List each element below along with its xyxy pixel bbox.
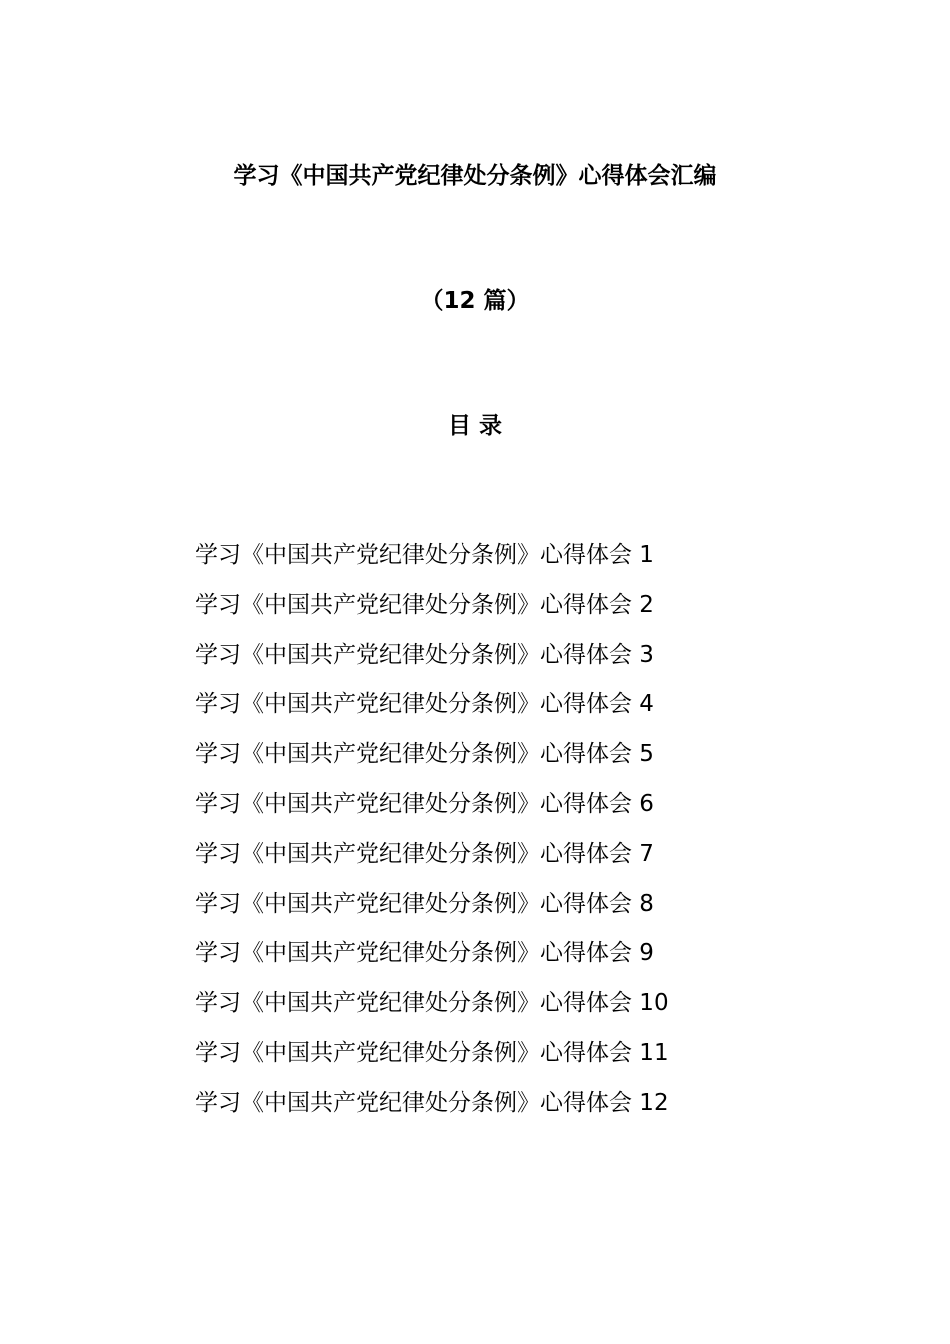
toc-heading: 目 录 [447, 413, 502, 439]
toc-item-8: 学习《中国共产党纪律处分条例》心得体会 8 [195, 890, 654, 917]
toc-item-2: 学习《中国共产党纪律处分条例》心得体会 2 [195, 591, 654, 618]
toc-item-7: 学习《中国共产党纪律处分条例》心得体会 7 [195, 840, 654, 867]
toc-item-4: 学习《中国共产党纪律处分条例》心得体会 4 [195, 691, 654, 718]
document-title: 学习《中国共产党纪律处分条例》心得体会汇编 [233, 163, 717, 189]
toc-item-11: 学习《中国共产党纪律处分条例》心得体会 11 [195, 1039, 669, 1066]
document-subtitle: （12 篇） [420, 288, 530, 314]
toc-item-6: 学习《中国共产党纪律处分条例》心得体会 6 [195, 790, 654, 817]
table-of-contents [195, 531, 669, 1129]
toc-item-12: 学习《中国共产党纪律处分条例》心得体会 12 [195, 1089, 669, 1116]
toc-item-10: 学习《中国共产党纪律处分条例》心得体会 10 [195, 990, 669, 1017]
toc-item-1: 学习《中国共产党纪律处分条例》心得体会 1 [195, 542, 654, 568]
toc-item-5: 学习《中国共产党纪律处分条例》心得体会 5 [195, 741, 654, 768]
toc-item-9: 学习《中国共产党纪律处分条例》心得体会 9 [195, 940, 654, 967]
toc-item-3: 学习《中国共产党纪律处分条例》心得体会 3 [195, 641, 654, 668]
